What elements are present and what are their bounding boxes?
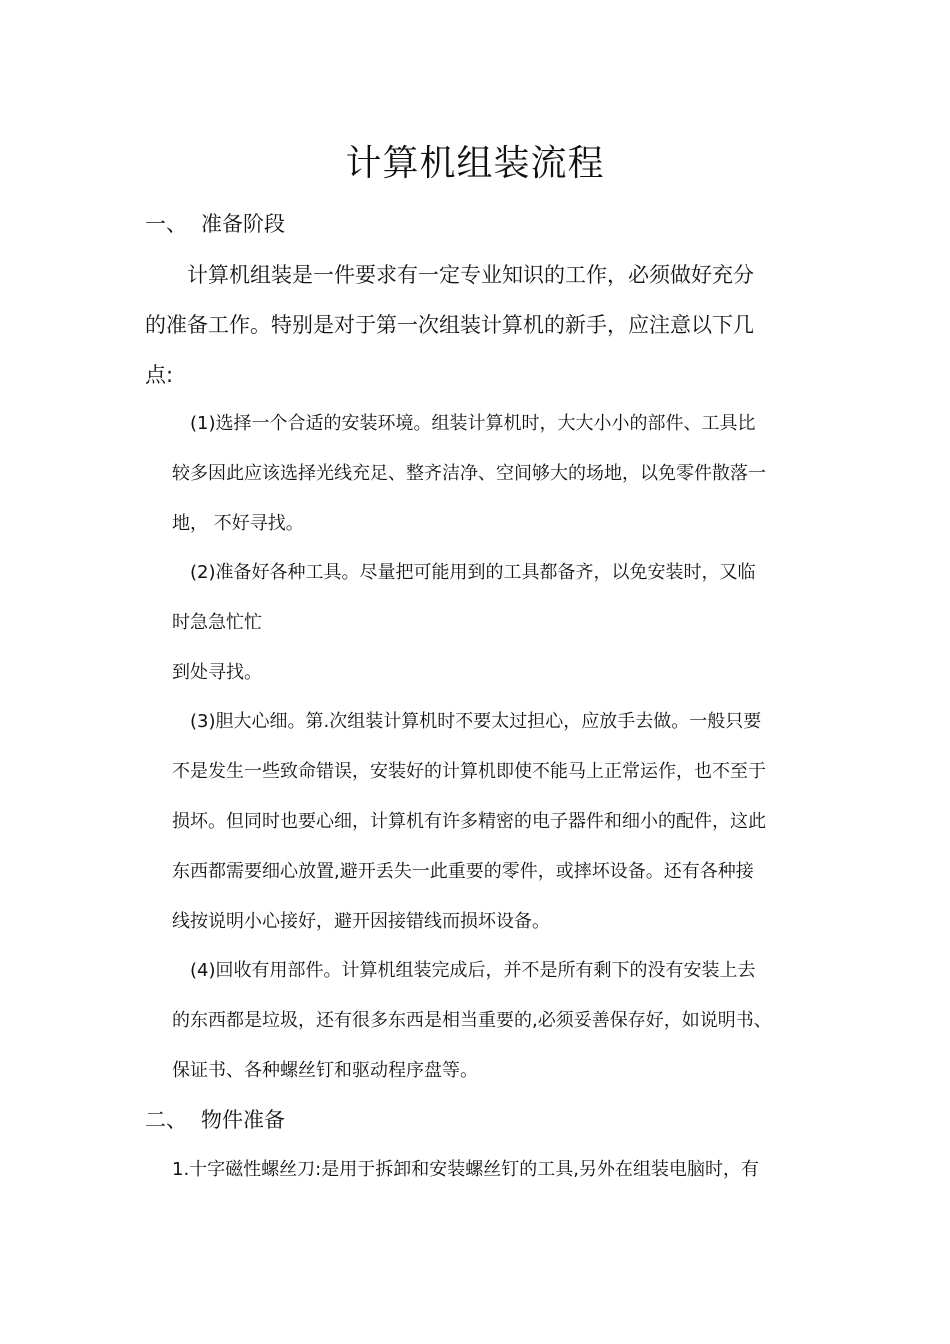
paragraph-line: 地， 不好寻找。 bbox=[172, 513, 304, 534]
intro-paragraph bbox=[145, 250, 825, 400]
paragraph-line: (3)胆大心细。第.次组装计算机时不要太过担心，应放手去做。一般只要 bbox=[190, 711, 762, 732]
paragraph-line: 1.十字磁性螺丝刀:是用于拆卸和安装螺丝钉的工具,另外在组装电脑时，有 bbox=[172, 1159, 759, 1180]
section-number: 二、 bbox=[145, 1108, 187, 1132]
section-title: 准备阶段 bbox=[201, 212, 285, 236]
paragraph-line: 计算机组装是一件要求有一定专业知识的工作，必须做好充分 bbox=[187, 263, 754, 287]
section-title: 物件准备 bbox=[201, 1108, 285, 1132]
paragraph-line: (4)回收有用部件。计算机组装完成后，并不是所有剩下的没有安装上去 bbox=[190, 960, 756, 981]
paragraph-line: 损坏。但同时也要心细，计算机有许多精密的电子器件和细小的配件，这此 bbox=[172, 811, 766, 832]
paragraph-line: 到处寻找。 bbox=[172, 662, 262, 683]
list-item bbox=[172, 1145, 812, 1195]
section-number: 一、 bbox=[145, 212, 187, 236]
paragraph-line: 保证书、各种螺丝钉和驱动程序盘等。 bbox=[172, 1060, 478, 1081]
paragraph-line: 的准备工作。特别是对于第一次组装计算机的新手，应注意以下几 bbox=[145, 313, 754, 337]
paragraph-line: 的东西都是垃圾，还有很多东西是相当重要的,必须妥善保存好，如说明书、 bbox=[172, 1010, 772, 1031]
section-heading-materials bbox=[145, 1105, 285, 1135]
list-item bbox=[172, 399, 812, 549]
paragraph-line: 较多因此应该选择光线充足、整齐洁净、空间够大的场地，以免零件散落一 bbox=[172, 463, 766, 484]
list-item bbox=[172, 946, 812, 1096]
list-item bbox=[172, 548, 812, 698]
paragraph-line: 不是发生一些致命错误，安装好的计算机即使不能马上正常运作，也不至于 bbox=[172, 761, 766, 782]
document-title: 计算机组装流程 bbox=[345, 143, 605, 184]
paragraph-line: 时急急忙忙 bbox=[172, 612, 262, 633]
list-item bbox=[172, 697, 812, 947]
paragraph-line: (1)选择一个合适的安装环境。组装计算机时，大大小小的部件、工具比 bbox=[190, 413, 756, 434]
paragraph-line: 东西都需要细心放置,避开丢失一此重要的零件，或摔坏设备。还有各种接 bbox=[172, 861, 754, 882]
paragraph-line: 点: bbox=[145, 363, 174, 387]
paragraph-line: 线按说明小心接好，避开因接错线而损坏设备。 bbox=[172, 911, 550, 932]
section-heading-prepare bbox=[145, 209, 285, 239]
paragraph-line: (2)准备好各种工具。尽量把可能用到的工具都备齐，以免安装时，又临 bbox=[190, 562, 756, 583]
